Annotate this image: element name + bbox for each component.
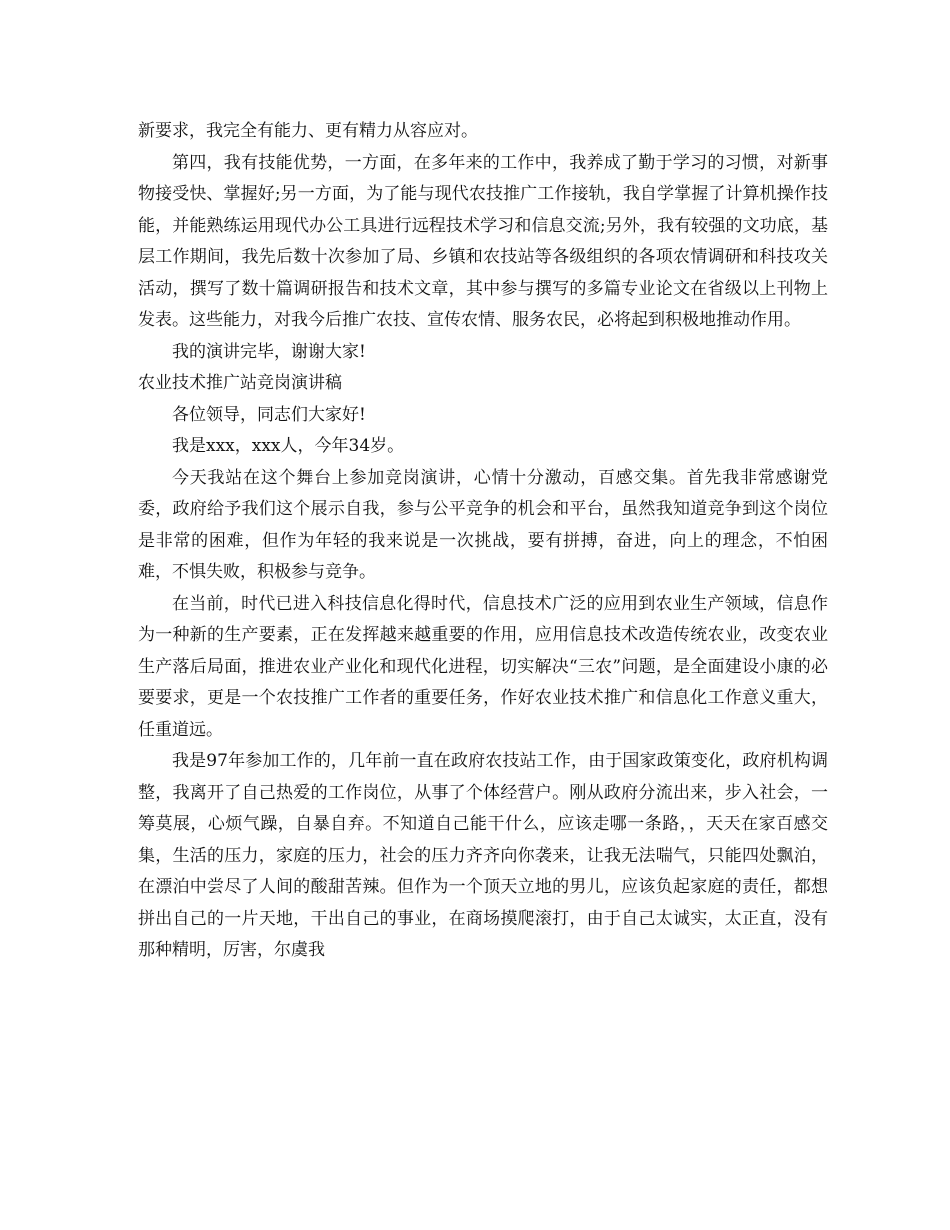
paragraph-8: 在当前，时代已进入科技信息化得时代，信息技术广泛的应用到农业生产领域，信息作为一种新的生产要素，正在发挥越来越重要的作用，应用信息技术改造传统农业，改变农业生产落后局面，推进农业产业化和现代化进程，切实解决“三农”问题，是全面建设小康的必要要求，更是一个农技推广工作者的重要任务，作好农业技术推广和信息化工作意义重大，任重道远。 [138, 593, 828, 740]
paragraph-self-intro: 我是xxx，xxx人，今年34岁。 [172, 436, 405, 456]
paragraph-greeting: 各位领导，同志们大家好! [172, 404, 366, 425]
document-page [138, 116, 828, 967]
paragraph-3: 我的演讲完毕，谢谢大家! [172, 341, 366, 362]
paragraph-9: 我是97年参加工作的，几年前一直在政府农技站工作，由于国家政策变化，政府机构调整，我离开了自己热爱的工作岗位，从事了个体经营户。刚从政府分流出来，步入社会，一筹莫展，心烦气躁，自暴自弃。不知道自己能干什么，应该走哪一条路，，天天在家百感交集，生活的压力，家庭的压力，社会的压力齐齐向你袭来，让我无法喘气，只能四处飘泊，在漂泊中尝尽了人间的酸甜苦辣。但作为一个顶天立地的男儿，应该负起家庭的责任，都想拼出自己的一片天地，干出自己的事业，在商场摸爬滚打，由于自己太诚实，太正直，没有那种精明，厉害，尔虞我 [138, 751, 828, 960]
document-heading: 农业技术推广站竞岗演讲稿 [138, 373, 342, 393]
paragraph-2: 第四，我有技能优势，一方面，在多年来的工作中，我养成了勤于学习的习惯，对新事物接受快、掌握好;另一方面，为了能与现代农技推广工作接轨，我自学掌握了计算机操作技能，并能熟练运用现代办公工具进行远程技术学习和信息交流;另外，我有较强的文功底，基层工作期间，我先后数十次参加了局、乡镇和农技站等各级组织的各项农情调研和科技攻关活动，撰写了数十篇调研报告和技术文章，其中参与撰写的多篇专业论文在省级以上刊物上发表。这些能力，对我今后推广农技、宣传农情、服务农民，必将起到积极地推动作用。 [138, 152, 828, 330]
paragraph-1: 新要求，我完全有能力、更有精力从容应对。 [138, 121, 478, 141]
paragraph-7: 今天我站在这个舞台上参加竞岗演讲，心情十分激动，百感交集。首先我非常感谢党委，政府给予我们这个展示自我，参与公平竞争的机会和平台，虽然我知道竞争到这个岗位是非常的困难，但作为年轻的我来说是一次挑战，要有拼搏，奋进，向上的理念，不怕困难，不惧失败，积极参与竞争。 [138, 467, 828, 582]
